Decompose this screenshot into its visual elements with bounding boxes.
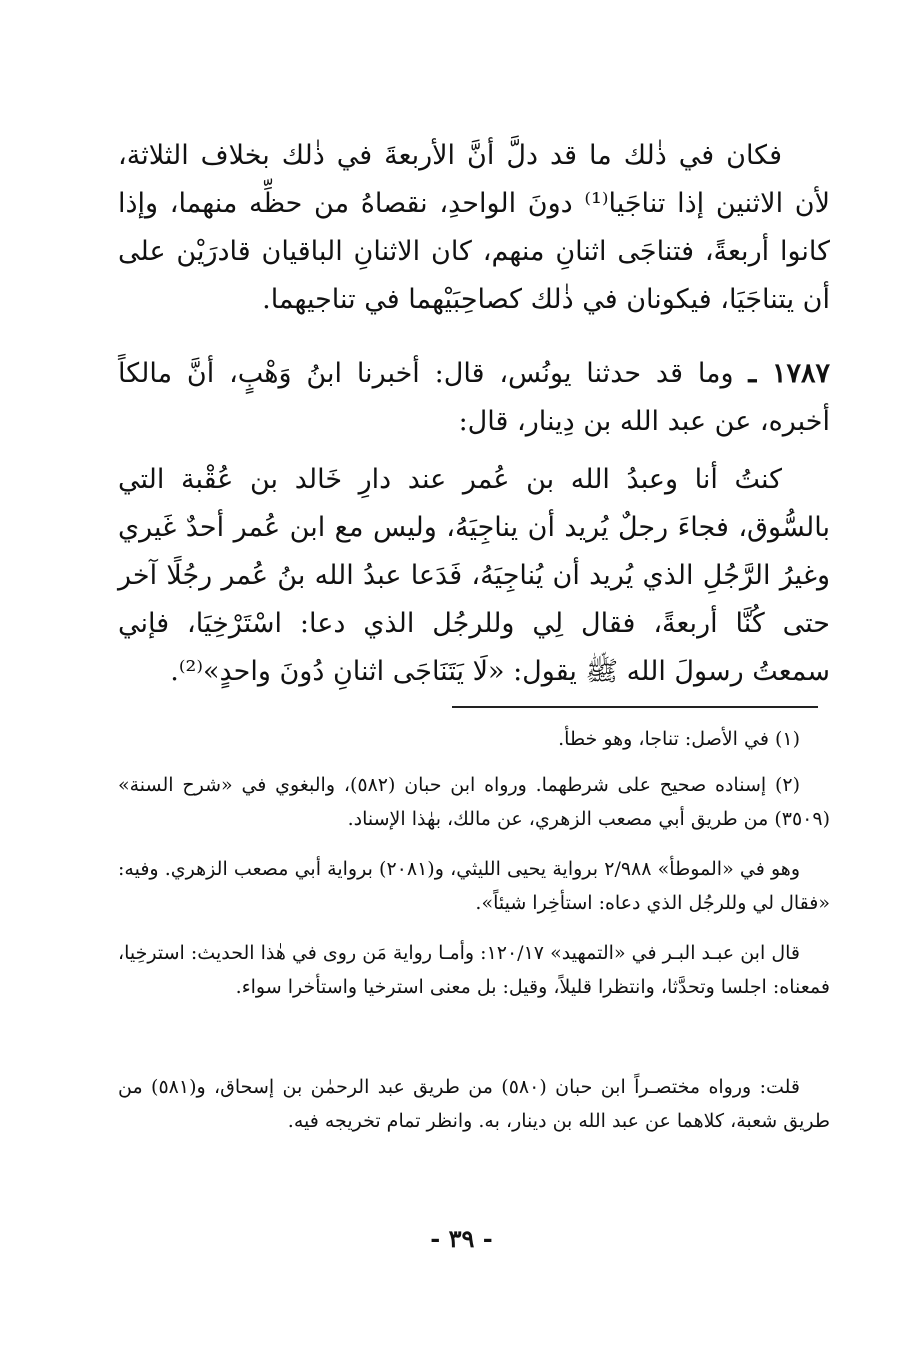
hadith-isnad: وما قد حدثنا يونُس، قال: أخبرنا ابنُ وَهْبٍ، أنَّ مالكاً أخبره، عن عبد الله بن دِينار، قال: [118, 358, 830, 437]
page-number: - ٣٩ - [430, 1224, 493, 1253]
footnote-2-tamhid [118, 936, 830, 1004]
footnote-2-muwatta-text: وهو في «الموطأ» ٢/٩٨٨ برواية يحيى الليثي، و(٢٠٨١) برواية أبي مصعب الزهري. وفيه: «فقال لي وللرجُل الذي دعاه: استأخِرا شيئاً». [118, 858, 830, 914]
hadith-text: كنتُ أنا وعبدُ الله بن عُمر عند دارِ خَالد بن عُقْبة التي بالسُّوق، فجاءَ رجلٌ يُريد أن يناجِيَهُ، وليس مع ابن عُمر أحدٌ غَيري وغيرُ الرَّجُلِ الذي يُريد أن يُناجِيَهُ، فَدَعا عبدُ الله بنُ عُمر رجُلًا آخر حتى كُنَّا أربعةً، فقال لِي وللرجُل الذي دعا: اسْتَرْخِيَا، فإني سمعتُ رسولَ الله ﷺ يقول: «لَا يَتَنَاجَى اثنانِ دُونَ واحدٍ»⁽²⁾. [118, 464, 830, 687]
footnote-1-text: (١) في الأصل: تناجا، وهو خطأ. [558, 728, 800, 750]
footnote-separator [452, 706, 818, 708]
hadith-body [118, 456, 830, 696]
footnote-1 [118, 722, 830, 756]
hadith-number: ١٧٨٧ ـ [748, 358, 831, 389]
footnote-2-tamhid-text: قال ابن عبـد البـر في «التمهيد» ١٢٠/١٧: وأمـا رواية مَن روى في هٰذا الحديث: استرخِيا، فمعناه: اجلسا وتحدَّثا، وانتظرا قليلاً، وقيل: بل معنى استرخيا واستأخرا سواء. [118, 942, 830, 998]
footnote-2-muwatta [118, 852, 830, 920]
main-text-paragraph-1 [118, 132, 830, 324]
footnote-2-text: (٢) إسناده صحيح على شرطهما. ورواه ابن حبان (٥٨٢)، والبغوي في «شرح السنة» (٣٥٠٩) من طريق أبي مصعب الزهري، عن مالك، بهٰذا الإسناد. [118, 774, 830, 830]
paragraph-1: فكان في ذٰلك ما قد دلَّ أنَّ الأربعةَ في ذٰلك بخلاف الثلاثة، لأن الاثنين إذا تناجَيا⁽¹⁾ دونَ الواحدِ، نقصاهُ من حظِّه منهما، وإذا كانوا أربعةً، فتناجَى اثنانِ منهم، كان الاثنانِ الباقيان قادرَيْن على أن يتناجَيَا، فيكونان في ذٰلك كصاحِبَيْهما في تناجيهما. [118, 140, 830, 315]
footnote-2 [118, 768, 830, 836]
hadith-heading [118, 350, 830, 446]
hadith-isnad-line [118, 350, 830, 446]
footnote-2-note [118, 1070, 830, 1138]
footnote-2-note-text: قلت: ورواه مختصـراً ابن حبان (٥٨٠) من طريق عبد الرحمٰن بن إسحاق، و(٥٨١) من طريق شعبة، كلاهما عن عبد الله بن دينار، به. وانظر تمام تخريجه فيه. [118, 1076, 830, 1132]
